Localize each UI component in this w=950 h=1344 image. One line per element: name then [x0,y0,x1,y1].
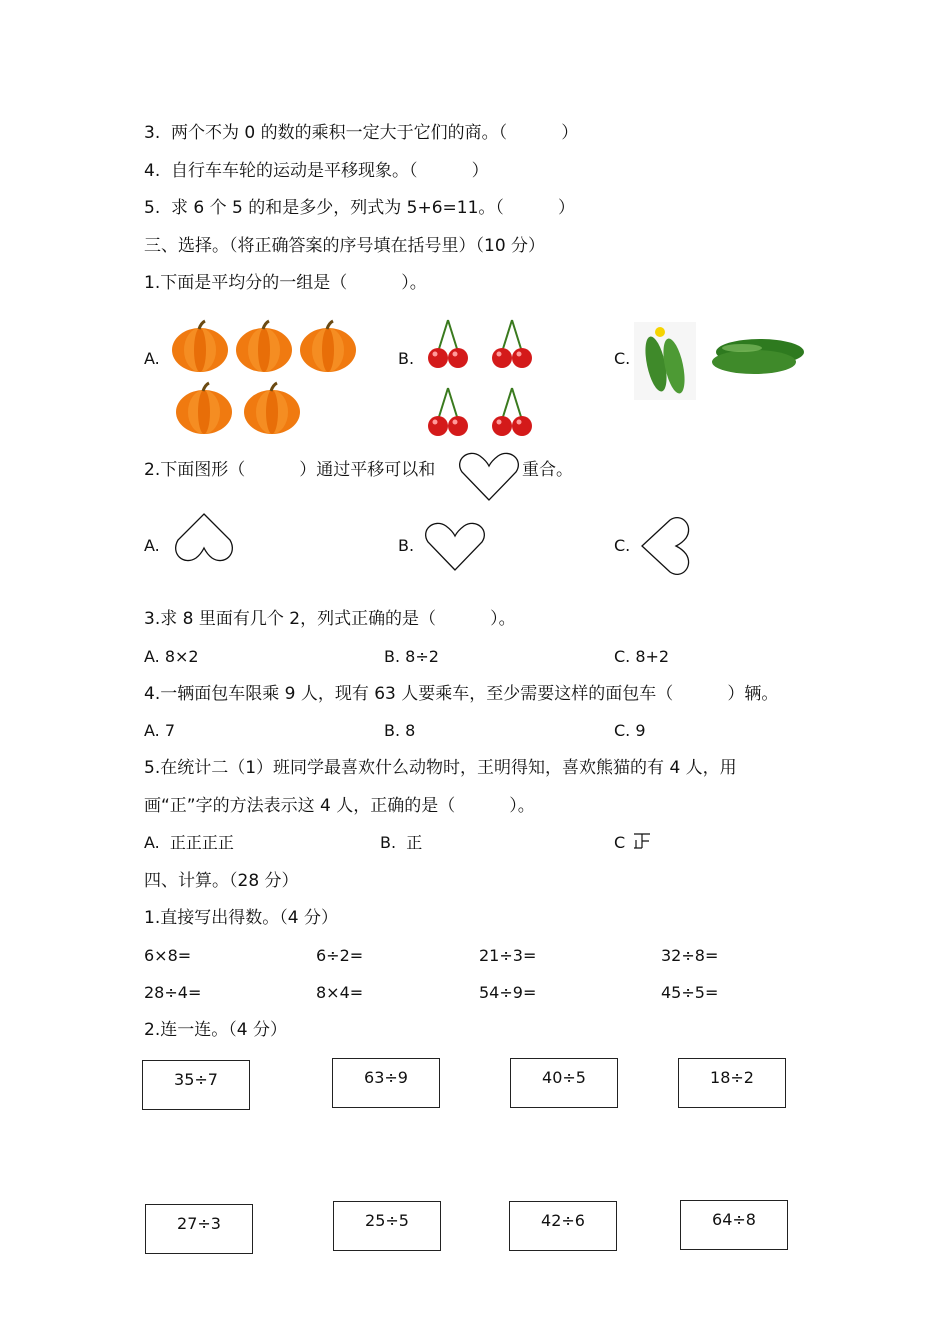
calc-item: 28÷4= [144,983,202,1002]
cherry-icon [492,320,532,368]
calc-item: 6÷2= [316,946,364,965]
calc-item: 45÷5= [661,983,719,1002]
tally-partial-icon [632,831,654,851]
choice-q3-stem: 3.求 8 里面有几个 2，列式正确的是（ ）。 [144,609,516,629]
pumpkin-icon [236,321,292,372]
match-box-bottom[interactable]: 25÷5 [333,1201,441,1251]
pumpkin-icon [300,321,356,372]
heart-upside-down-icon [172,512,236,564]
choice-q3-option-a: A. 8×2 [144,647,199,666]
pumpkin-icon [244,383,300,434]
cherry-icon [492,388,532,436]
choice-q4-option-c: C. 9 [614,721,646,740]
calc-item: 21÷3= [479,946,537,965]
cucumber-icon [712,339,804,374]
choice-q5-option-b: B. 正 [380,833,423,852]
pumpkin-group [168,318,368,438]
cherry-group [424,316,544,444]
match-box-bottom[interactable]: 64÷8 [680,1200,788,1250]
choice-q2-stem-before: 2.下面图形（ ）通过平移可以和 [144,460,436,480]
match-box-bottom[interactable]: 42÷6 [509,1201,617,1251]
calc-item: 32÷8= [661,946,719,965]
choice-q4-stem: 4.一辆面包车限乘 9 人，现有 63 人要乘车，至少需要这样的面包车（ ）辆。 [144,684,779,704]
choice-q1-option-c: C. [614,349,631,368]
match-box-bottom[interactable]: 27÷3 [145,1204,253,1254]
choice-q1-option-b: B. [398,349,415,368]
choice-q5-option-a: A. 正正正正 [144,833,234,852]
heart-rotated-icon [640,516,694,580]
match-box-top[interactable]: 40÷5 [510,1058,618,1108]
cherry-icon [428,388,468,436]
pumpkin-icon [176,383,232,434]
choice-q2-option-c: C. [614,536,631,555]
judge-q3: 3. 两个不为 0 的数的乘积一定大于它们的商。（ ） [144,123,579,143]
calc-item: 6×8= [144,946,192,965]
calc-p2-title: 2.连一连。（4 分） [144,1020,287,1040]
choice-q2-stem-after: 重合。 [522,460,573,480]
choice-q4-option-a: A. 7 [144,721,176,740]
match-box-top[interactable]: 18÷2 [678,1058,786,1108]
cucumber-group [634,322,814,402]
section3-title: 三、选择。（将正确答案的序号填在括号里）（10 分） [144,236,546,256]
judge-q5: 5. 求 6 个 5 的和是多少，列式为 5+6=11。（ ） [144,198,575,218]
choice-q2-option-b: B. [398,536,415,555]
choice-q5-stem-line2: 画“正”字的方法表示这 4 人，正确的是（ ）。 [144,796,535,816]
calc-item: 54÷9= [479,983,537,1002]
choice-q5-option-c: C [614,833,626,852]
choice-q2-option-a: A. [144,536,160,555]
calc-p1-title: 1.直接写出得数。（4 分） [144,908,338,928]
judge-q4: 4. 自行车车轮的运动是平移现象。（ ） [144,161,489,181]
heart-icon [458,452,520,504]
choice-q1-option-a: A. [144,349,160,368]
choice-q4-option-b: B. 8 [384,721,416,740]
choice-q3-option-b: B. 8÷2 [384,647,439,666]
section4-title: 四、计算。（28 分） [144,871,299,891]
choice-q5-stem-line1: 5.在统计二（1）班同学最喜欢什么动物时，王明得知，喜欢熊猫的有 4 人，用 [144,758,737,778]
choice-q1-stem: 1.下面是平均分的一组是（ ）。 [144,273,427,293]
cherry-icon [428,320,468,368]
cucumber-icon [634,322,696,400]
choice-q3-option-c: C. 8+2 [614,647,670,666]
calc-item: 8×4= [316,983,364,1002]
heart-icon [424,522,486,574]
pumpkin-icon [172,321,228,372]
match-box-top[interactable]: 63÷9 [332,1058,440,1108]
match-box-top[interactable]: 35÷7 [142,1060,250,1110]
